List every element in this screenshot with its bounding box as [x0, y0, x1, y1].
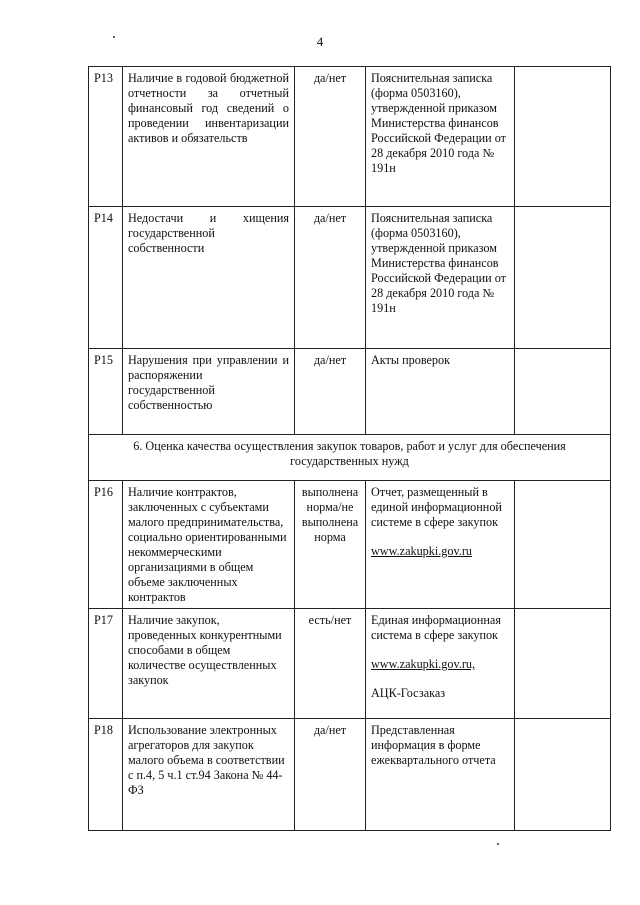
section-row [89, 435, 611, 481]
source-text: Отчет, размещенный в единой информационной системе в сфере закупок [371, 485, 502, 529]
row-code: Р13 [89, 67, 123, 207]
row-name: Наличие в годовой бюджетной отчетности за отчетный финансовый год сведений о проведении инвентаризации активов и обязательств [123, 67, 295, 207]
section-title: 6. Оценка качества осуществления закупок товаров, работ и услуг для обеспечения государственных нужд [89, 435, 611, 481]
source-extra: АЦК-Госзаказ [371, 686, 446, 700]
row-unit: да/нет [295, 67, 366, 207]
row-code: Р17 [89, 609, 123, 719]
source-text: Представленная информация в форме ежеквартального отчета [371, 723, 496, 767]
table-row [89, 67, 611, 207]
row-unit: да/нет [295, 349, 366, 435]
table-row [89, 719, 611, 831]
row-source: Пояснительная записка (форма 0503160), утвержденной приказом Министерства финансов Российской Федерации от 28 декабря 2010 года № 191н [366, 207, 515, 349]
row-extra-cell [515, 349, 611, 435]
row-source [366, 719, 515, 831]
table-row [89, 609, 611, 719]
row-name: Недостачи и хищения государственной собственности [123, 207, 295, 349]
scan-speck [113, 36, 115, 38]
table-row [89, 349, 611, 435]
row-extra-cell [515, 481, 611, 609]
row-unit: да/нет [295, 719, 366, 831]
row-extra-cell [515, 609, 611, 719]
source-text: Единая информационная система в сфере закупок [371, 613, 501, 642]
row-code: Р18 [89, 719, 123, 831]
page-number: 4 [316, 34, 324, 49]
row-name: Использование электронных агрегаторов для закупок малого объема в соответствии с п.4, 5 ч.1 ст.94 Закона № 44-ФЗ [123, 719, 295, 831]
row-unit: выполнена норма/не выполнена норма [295, 481, 366, 609]
row-unit: да/нет [295, 207, 366, 349]
table-row [89, 207, 611, 349]
source-link[interactable]: www.zakupki.gov.ru, [371, 657, 476, 671]
table-row [89, 481, 611, 609]
row-code: Р15 [89, 349, 123, 435]
row-name: Наличие контрактов, заключенных с субъектами малого предпринимательства, социально ориентированными некоммерческими организациями в общем объеме заключенных контрактов [123, 481, 295, 609]
row-extra-cell [515, 207, 611, 349]
row-source: Пояснительная записка (форма 0503160), утвержденной приказом Министерства финансов Российской Федерации от 28 декабря 2010 года № 191н [366, 67, 515, 207]
row-unit: есть/нет [295, 609, 366, 719]
row-extra-cell [515, 719, 611, 831]
indicators-table [88, 66, 611, 831]
row-name: Наличие закупок, проведенных конкурентными способами в общем количестве осуществленных закупок [123, 609, 295, 719]
row-code: Р14 [89, 207, 123, 349]
row-source: Акты проверок [366, 349, 515, 435]
row-source [366, 609, 515, 719]
row-extra-cell [515, 67, 611, 207]
row-source [366, 481, 515, 609]
row-name: Нарушения при управлении и распоряжении государственной собственностью [123, 349, 295, 435]
row-code: Р16 [89, 481, 123, 609]
scan-speck [497, 843, 499, 845]
source-link[interactable]: www.zakupki.gov.ru [371, 544, 472, 558]
